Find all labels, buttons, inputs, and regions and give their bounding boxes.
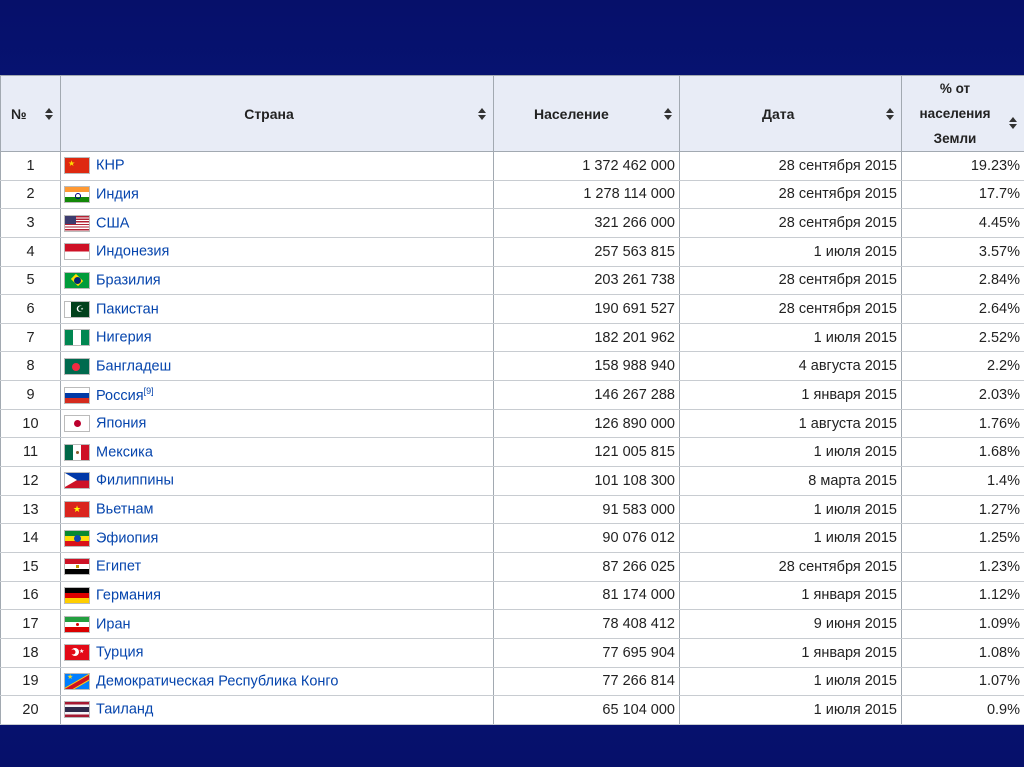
country-link[interactable]: Турция	[96, 644, 144, 661]
country-link[interactable]: Мексика	[96, 444, 153, 461]
philippines-flag-icon	[64, 472, 90, 489]
header-country-label: Страна	[244, 105, 294, 122]
country-link[interactable]: Германия	[96, 587, 162, 604]
country-cell	[61, 352, 494, 381]
country-link[interactable]: Индия	[96, 186, 139, 203]
percent-cell: 1.12%	[902, 581, 1024, 610]
row-number: 8	[1, 352, 61, 381]
date-cell: 9 июня 2015	[680, 610, 902, 639]
population-cell: 1 372 462 000	[494, 152, 680, 181]
table-row	[1, 237, 1024, 266]
population-cell: 203 261 738	[494, 266, 680, 295]
country-cell	[61, 295, 494, 324]
usa-flag-icon	[64, 215, 90, 232]
ethiopia-flag-icon	[64, 530, 90, 547]
row-number: 11	[1, 438, 61, 467]
row-number: 13	[1, 495, 61, 524]
sort-icon[interactable]	[664, 108, 672, 120]
thailand-flag-icon	[64, 701, 90, 718]
row-number: 9	[1, 381, 61, 410]
percent-cell: 2.52%	[902, 323, 1024, 352]
country-cell	[61, 638, 494, 667]
pakistan-flag-icon: ☪	[64, 301, 90, 318]
india-flag-icon	[64, 186, 90, 203]
header-date[interactable]	[680, 76, 902, 152]
percent-cell: 1.07%	[902, 667, 1024, 696]
row-number: 4	[1, 237, 61, 266]
population-table	[0, 75, 1024, 725]
population-cell: 87 266 025	[494, 552, 680, 581]
header-percent[interactable]	[902, 76, 1024, 152]
row-number: 3	[1, 209, 61, 238]
country-link[interactable]: Бангладеш	[96, 358, 172, 375]
row-number: 17	[1, 610, 61, 639]
table-row	[1, 209, 1024, 238]
country-link[interactable]: Япония	[96, 415, 147, 432]
table-header-row	[1, 76, 1024, 152]
table-row	[1, 467, 1024, 496]
sort-icon[interactable]	[1009, 117, 1017, 129]
header-percent-line1: % от	[939, 81, 971, 96]
table-row	[1, 495, 1024, 524]
table-row	[1, 524, 1024, 553]
date-cell: 1 июля 2015	[680, 696, 902, 725]
row-number: 16	[1, 581, 61, 610]
china-flag-icon: ★	[64, 157, 90, 174]
percent-cell: 2.2%	[902, 352, 1024, 381]
country-link[interactable]: Пакистан	[96, 301, 159, 318]
percent-cell: 2.64%	[902, 295, 1024, 324]
table-row	[1, 295, 1024, 324]
table-row	[1, 638, 1024, 667]
population-cell: 77 695 904	[494, 638, 680, 667]
percent-cell: 1.09%	[902, 610, 1024, 639]
country-link[interactable]: Индонезия	[96, 243, 170, 260]
turkey-flag-icon: ★	[64, 644, 90, 661]
country-cell	[61, 581, 494, 610]
date-cell: 1 июля 2015	[680, 524, 902, 553]
date-cell: 1 июля 2015	[680, 237, 902, 266]
header-percent-line3: Земли	[933, 131, 977, 146]
reference-link[interactable]: [9]	[143, 385, 154, 396]
percent-cell: 3.57%	[902, 237, 1024, 266]
vietnam-flag-icon: ★	[64, 501, 90, 518]
percent-cell: 2.84%	[902, 266, 1024, 295]
egypt-flag-icon	[64, 558, 90, 575]
percent-cell: 1.23%	[902, 552, 1024, 581]
population-cell: 121 005 815	[494, 438, 680, 467]
country-cell	[61, 610, 494, 639]
row-number: 12	[1, 467, 61, 496]
population-cell: 78 408 412	[494, 610, 680, 639]
country-cell	[61, 438, 494, 467]
percent-cell: 1.68%	[902, 438, 1024, 467]
country-cell	[61, 667, 494, 696]
percent-cell: 1.27%	[902, 495, 1024, 524]
iran-flag-icon	[64, 616, 90, 633]
brazil-flag-icon	[64, 272, 90, 289]
indonesia-flag-icon	[64, 243, 90, 260]
percent-cell: 1.4%	[902, 467, 1024, 496]
row-number: 19	[1, 667, 61, 696]
country-link[interactable]: Россия	[96, 387, 144, 404]
row-number: 10	[1, 409, 61, 438]
country-cell	[61, 266, 494, 295]
date-cell: 1 июля 2015	[680, 323, 902, 352]
header-date-label: Дата	[762, 105, 795, 122]
row-number: 18	[1, 638, 61, 667]
sort-icon[interactable]	[478, 108, 486, 120]
percent-cell: 1.08%	[902, 638, 1024, 667]
population-cell: 190 691 527	[494, 295, 680, 324]
date-cell: 1 июля 2015	[680, 438, 902, 467]
sort-icon[interactable]	[886, 108, 894, 120]
country-link[interactable]: Филиппины	[96, 472, 174, 489]
population-cell: 321 266 000	[494, 209, 680, 238]
date-cell: 1 июля 2015	[680, 495, 902, 524]
table-row	[1, 180, 1024, 209]
country-cell	[61, 495, 494, 524]
date-cell: 28 сентября 2015	[680, 295, 902, 324]
population-cell: 91 583 000	[494, 495, 680, 524]
country-link[interactable]: Вьетнам	[96, 501, 154, 518]
country-cell	[61, 323, 494, 352]
date-cell: 1 января 2015	[680, 381, 902, 410]
country-link[interactable]: Бразилия	[96, 272, 161, 289]
population-cell: 158 988 940	[494, 352, 680, 381]
date-cell: 28 сентября 2015	[680, 266, 902, 295]
russia-flag-icon	[64, 387, 90, 404]
country-cell	[61, 152, 494, 181]
row-number: 20	[1, 696, 61, 725]
row-number: 1	[1, 152, 61, 181]
population-cell: 126 890 000	[494, 409, 680, 438]
table-row	[1, 610, 1024, 639]
population-cell: 90 076 012	[494, 524, 680, 553]
germany-flag-icon	[64, 587, 90, 604]
table-row	[1, 581, 1024, 610]
header-country[interactable]	[61, 76, 494, 152]
table-row	[1, 667, 1024, 696]
population-cell: 257 563 815	[494, 237, 680, 266]
percent-cell: 17.7%	[902, 180, 1024, 209]
mexico-flag-icon	[64, 444, 90, 461]
date-cell: 28 сентября 2015	[680, 180, 902, 209]
country-cell	[61, 696, 494, 725]
table-row	[1, 438, 1024, 467]
date-cell: 1 июля 2015	[680, 667, 902, 696]
country-link[interactable]: Иран	[96, 616, 131, 633]
date-cell: 1 января 2015	[680, 581, 902, 610]
percent-cell: 4.45%	[902, 209, 1024, 238]
row-number: 15	[1, 552, 61, 581]
bangladesh-flag-icon	[64, 358, 90, 375]
percent-cell: 19.23%	[902, 152, 1024, 181]
population-cell: 77 266 814	[494, 667, 680, 696]
population-table-container	[0, 75, 1024, 725]
table-row	[1, 381, 1024, 410]
country-link[interactable]: Демократическая Республика Конго	[96, 673, 339, 690]
country-cell	[61, 409, 494, 438]
table-body	[1, 152, 1024, 725]
country-cell	[61, 552, 494, 581]
row-number: 2	[1, 180, 61, 209]
country-link[interactable]: Египет	[96, 558, 142, 575]
population-cell: 146 267 288	[494, 381, 680, 410]
sort-icon[interactable]	[45, 108, 53, 120]
row-number: 14	[1, 524, 61, 553]
date-cell: 28 сентября 2015	[680, 152, 902, 181]
date-cell: 1 января 2015	[680, 638, 902, 667]
percent-cell: 1.76%	[902, 409, 1024, 438]
row-number: 7	[1, 323, 61, 352]
country-link[interactable]: КНР	[96, 157, 125, 174]
country-cell	[61, 237, 494, 266]
country-link[interactable]: Нигерия	[96, 329, 152, 346]
table-row	[1, 352, 1024, 381]
population-cell: 101 108 300	[494, 467, 680, 496]
country-link[interactable]: США	[96, 215, 130, 232]
nigeria-flag-icon	[64, 329, 90, 346]
country-cell	[61, 381, 494, 410]
date-cell: 1 августа 2015	[680, 409, 902, 438]
country-cell	[61, 467, 494, 496]
header-percent-line2: населения	[919, 106, 991, 121]
country-cell	[61, 180, 494, 209]
date-cell: 8 марта 2015	[680, 467, 902, 496]
row-number: 6	[1, 295, 61, 324]
table-row	[1, 323, 1024, 352]
table-row	[1, 409, 1024, 438]
percent-cell: 1.25%	[902, 524, 1024, 553]
population-cell: 65 104 000	[494, 696, 680, 725]
date-cell: 28 сентября 2015	[680, 209, 902, 238]
date-cell: 4 августа 2015	[680, 352, 902, 381]
table-row	[1, 696, 1024, 725]
percent-cell: 0.9%	[902, 696, 1024, 725]
population-cell: 81 174 000	[494, 581, 680, 610]
population-cell: 1 278 114 000	[494, 180, 680, 209]
table-row	[1, 152, 1024, 181]
header-population-label: Население	[534, 105, 609, 122]
header-num-label: №	[11, 105, 27, 122]
row-number: 5	[1, 266, 61, 295]
japan-flag-icon	[64, 415, 90, 432]
percent-cell: 2.03%	[902, 381, 1024, 410]
country-link[interactable]: Эфиопия	[96, 530, 159, 547]
date-cell: 28 сентября 2015	[680, 552, 902, 581]
table-row	[1, 552, 1024, 581]
country-cell	[61, 209, 494, 238]
population-cell: 182 201 962	[494, 323, 680, 352]
country-link[interactable]: Таиланд	[96, 701, 154, 718]
header-population[interactable]	[494, 76, 680, 152]
table-row	[1, 266, 1024, 295]
header-num[interactable]	[1, 76, 61, 152]
country-cell	[61, 524, 494, 553]
drc-flag-icon: ★	[64, 673, 90, 690]
